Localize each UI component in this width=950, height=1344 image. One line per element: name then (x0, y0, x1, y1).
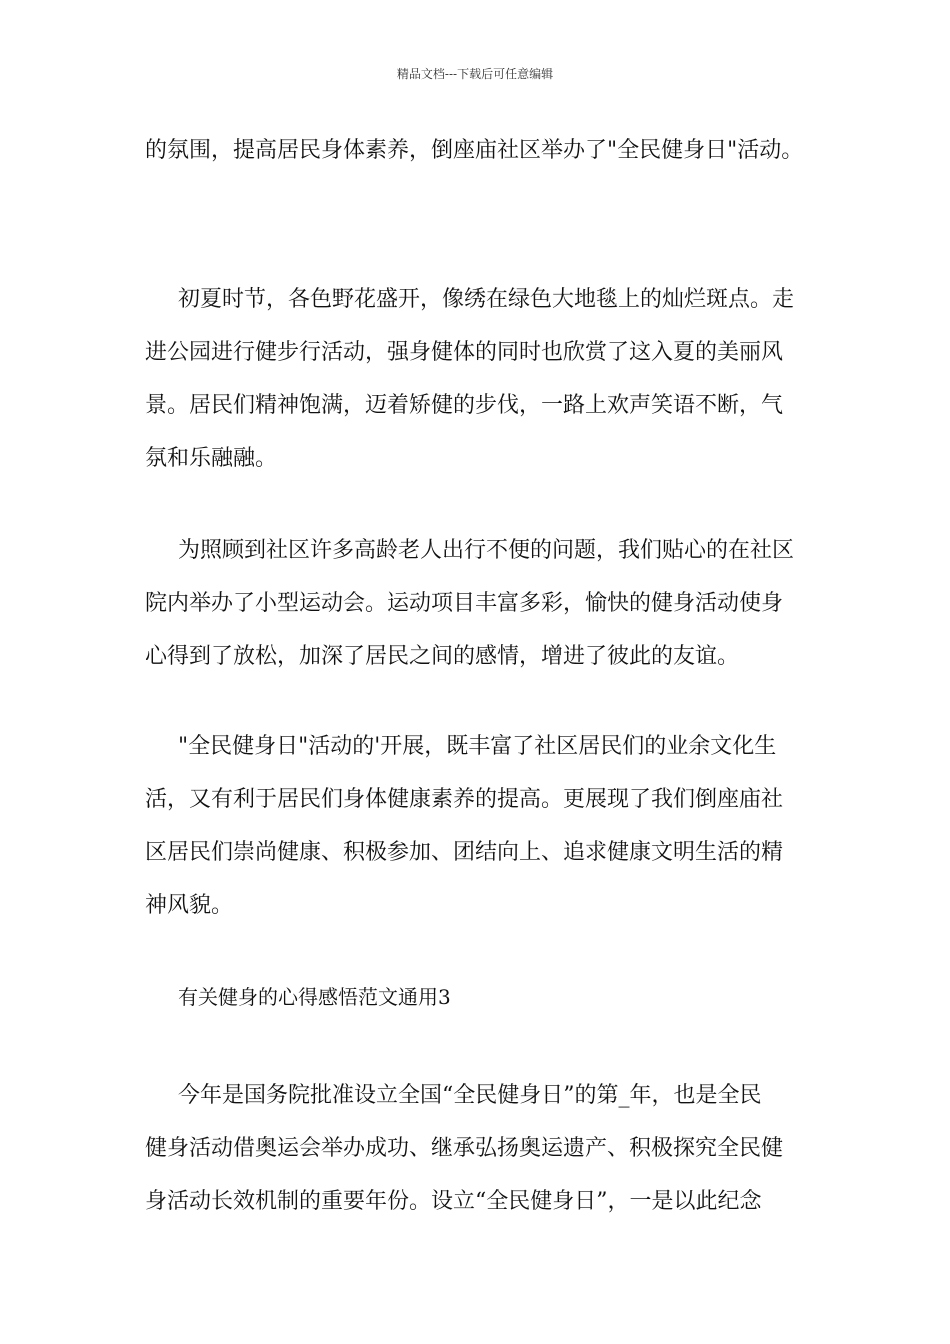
page-header: 精品文档---下载后可任意编辑 (396, 67, 554, 81)
text-line: 区居民们崇尚健康、积极参加、团结向上、追求健康文明生活的精 (145, 840, 784, 865)
text-line: 氛和乐融融。 (145, 446, 278, 471)
paragraph-intro (145, 124, 810, 177)
text-line: 初夏时节，各色野花盛开，像绣在绿色大地毯上的灿烂斑点。走 (178, 287, 795, 312)
text-line: 为照顾到社区许多高龄老人出行不便的问题，我们贴心的在社区 (178, 538, 795, 563)
text-line: "全民健身日"活动的'开展，既丰富了社区居民们的业余文化生 (178, 734, 777, 759)
text-line: 院内举办了小型运动会。运动项目丰富多彩，愉快的健身活动使身 (145, 591, 784, 616)
text-line: 身活动长效机制的重要年份。设立“全民健身日”，一是以此纪念 (145, 1189, 762, 1214)
text-line: 进公园进行健步行活动，强身健体的同时也欣赏了这入夏的美丽风 (145, 340, 784, 365)
text-line: 活，又有利于居民们身体健康素养的提高。更展现了我们倒座庙社 (145, 787, 784, 812)
text-line: 景。居民们精神饱满，迈着矫健的步伐，一路上欢声笑语不断，气 (145, 393, 784, 418)
heading-line: 有关健身的心得感悟范文通用3 (178, 985, 451, 1009)
text-line: 的氛围，提高居民身体素养，倒座庙社区举办了"全民健身日"活动。 (145, 138, 804, 163)
section-heading (145, 971, 810, 1024)
text-line: 神风貌。 (145, 893, 234, 918)
paragraph-sports-meet (145, 524, 810, 683)
paragraph-activity-impact (145, 720, 810, 932)
paragraph-fitness-day (145, 1069, 810, 1228)
paragraph-early-summer (145, 273, 810, 485)
text-line: 心得到了放松，加深了居民之间的感情，增进了彼此的友谊。 (145, 644, 740, 669)
text-line: 今年是国务院批准设立全国“全民健身日”的第_年，也是全民 (178, 1083, 762, 1108)
text-line: 健身活动借奥运会举办成功、继承弘扬奥运遗产、积极探究全民健 (145, 1136, 784, 1161)
